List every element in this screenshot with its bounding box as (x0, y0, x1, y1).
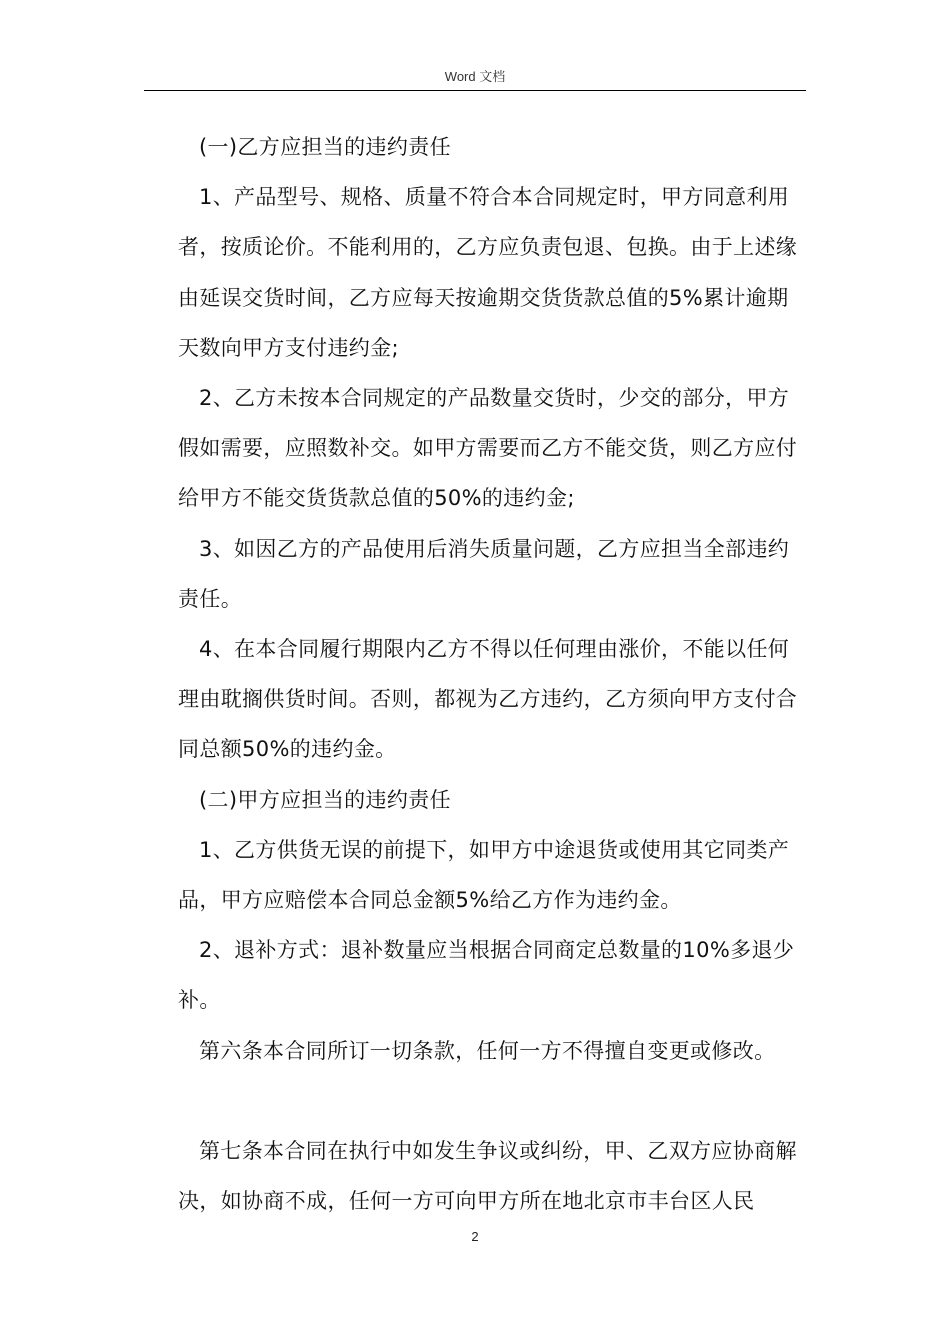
clause-a-1: 1、乙方供货无误的前提下，如甲方中途退货或使用其它同类产品，甲方应赔偿本合同总金额5%给乙方作为违约金。 (178, 837, 790, 913)
header-title: Word 文档 (444, 69, 506, 84)
clause-b-3: 3、如因乙方的产品使用后消失质量问题，乙方应担当全部违约责任。 (178, 536, 790, 611)
page-header (144, 64, 806, 91)
section-heading-party-b: (一)乙方应担当的违约责任 (199, 135, 451, 159)
clause-a-2: 2、退补方式：退补数量应当根据合同商定总数量的10%多退少补。 (178, 938, 795, 1013)
blank-line (178, 1076, 808, 1126)
clause-b-4: 4、在本合同履行期限内乙方不得以任何理由涨价，不能以任何理由耽搁供货时间。否则，都视为乙方违约，乙方须向甲方支付合同总额50%的违约金。 (178, 637, 798, 762)
article-six: 第六条本合同所订一切条款，任何一方不得擅自变更或修改。 (199, 1038, 776, 1063)
article-seven: 第七条本合同在执行中如发生争议或纠纷，甲、乙双方应协商解决，如协商不成，任何一方可向甲方所在地北京市丰台区人民 (178, 1138, 797, 1214)
document-body (178, 122, 808, 1226)
clause-b-1: 1、产品型号、规格、质量不符合本合同规定时，甲方同意利用者，按质论价。不能利用的，乙方应负责包退、包换。由于上述缘由延误交货时间，乙方应每天按逾期交货货款总值的5%累计逾期天数向甲方支付违约金; (178, 185, 798, 360)
clause-b-2: 2、乙方未按本合同规定的产品数量交货时，少交的部分，甲方假如需要，应照数补交。如甲方需要而乙方不能交货，则乙方应付给甲方不能交货货款总值的50%的违约金; (178, 386, 798, 511)
page-number: 2 (471, 1229, 479, 1244)
section-heading-party-a: (二)甲方应担当的违约责任 (199, 787, 451, 812)
